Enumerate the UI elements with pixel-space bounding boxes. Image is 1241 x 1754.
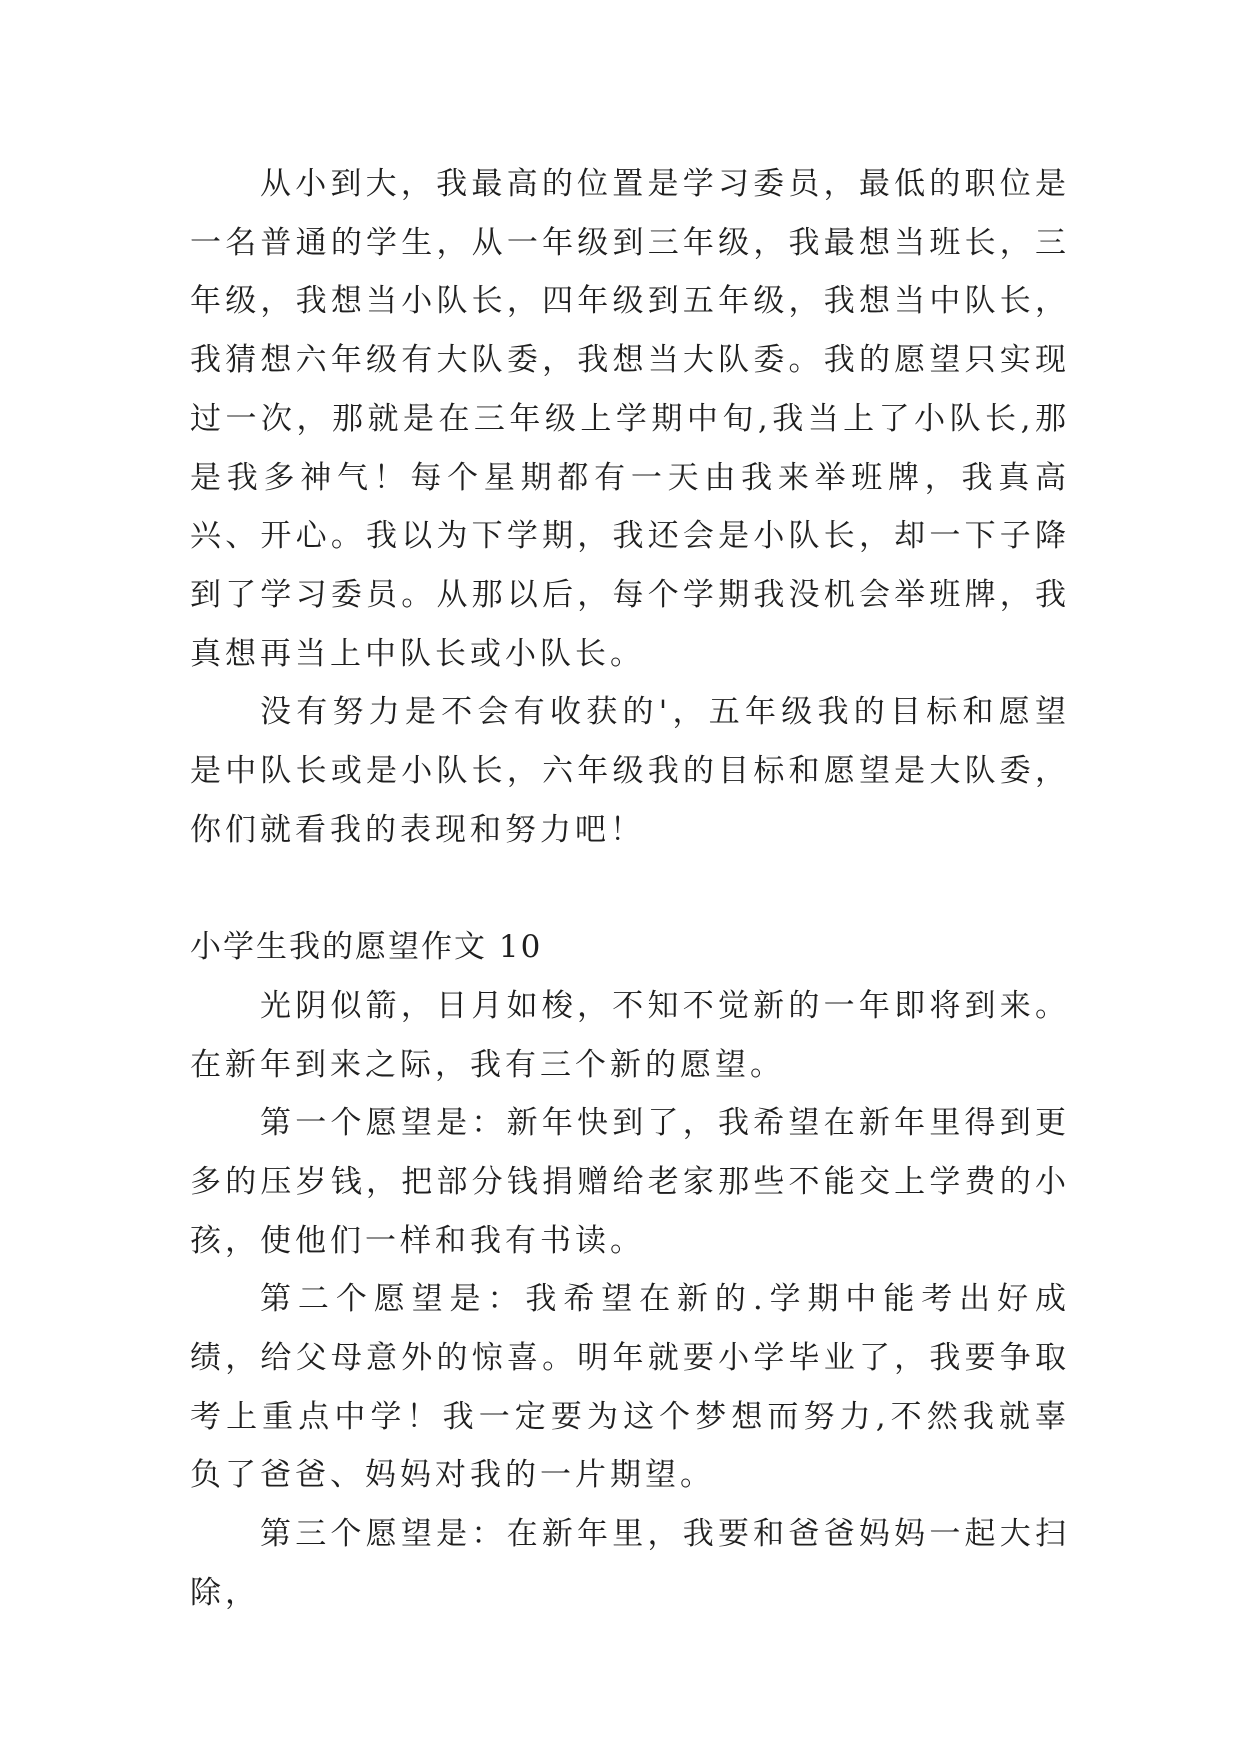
paragraph: 从小到大，我最高的位置是学习委员，最低的职位是一名普通的学生，从一年级到三年级，我最想当班长，三年级，我想当小队长，四年级到五年级，我想当中队长，我猜想六年级有大队委，我想当大队委。我的愿望只实现过一次，那就是在三年级上学期中旬,我当上了小队长,那是我多神气！每个星期都有一天由我来举班牌，我真高兴、开心。我以为下学期，我还会是小队长，却一下子降到了学习委员。从那以后，每个学期我没机会举班牌，我真想再当上中队长或小队长。 bbox=[190, 166, 1070, 672]
paragraph: 第三个愿望是：在新年里，我要和爸爸妈妈一起大扫除， bbox=[190, 1516, 1070, 1611]
section-title: 小学生我的愿望作文 10 bbox=[190, 929, 543, 966]
paragraph: 第一个愿望是：新年快到了，我希望在新年里得到更多的压岁钱，把部分钱捐赠给老家那些不能交上学费的小孩，使他们一样和我有书读。 bbox=[190, 1105, 1070, 1259]
paragraph: 光阴似箭，日月如梭，不知不觉新的一年即将到来。在新年到来之际，我有三个新的愿望。 bbox=[190, 987, 1070, 1083]
document-body bbox=[190, 155, 1070, 1623]
paragraph: 第二个愿望是：我希望在新的.学期中能考出好成绩，给父母意外的惊喜。明年就要小学毕业了，我要争取考上重点中学！我一定要为这个梦想而努力,不然我就辜负了爸爸、妈妈对我的一片期望。 bbox=[190, 1281, 1070, 1494]
paragraph: 没有努力是不会有收获的'，五年级我的目标和愿望是中队长或是小队长，六年级我的目标和愿望是大队委，你们就看我的表现和努力吧！ bbox=[190, 694, 1070, 848]
